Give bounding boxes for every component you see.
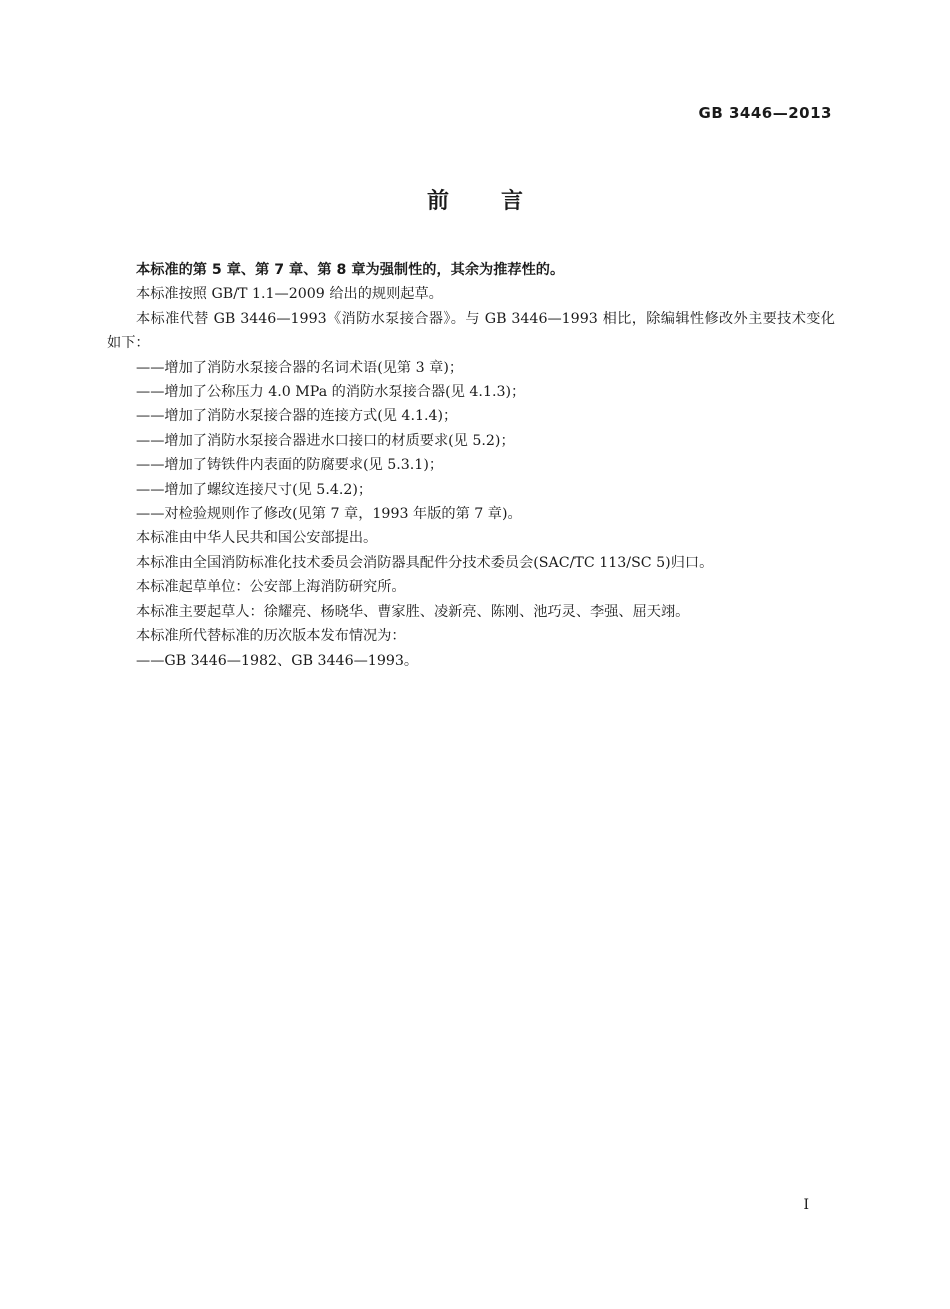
paragraph-mandatory: 本标准的第 5 章、第 7 章、第 8 章为强制性的，其余为推荐性的。	[136, 262, 565, 278]
document-body	[107, 258, 835, 673]
paragraph-drafting-rule: 本标准按照 GB/T 1.1—2009 给出的规则起草。	[136, 286, 443, 303]
standard-number: GB 3446—2013	[698, 104, 832, 122]
change-item: ——增加了铸铁件内表面的防腐要求(见 5.3.1)；	[136, 457, 444, 474]
paragraph-drafters: 本标准主要起草人：徐耀亮、杨晓华、曹家胜、凌新亮、陈刚、池巧灵、李强、屈天翊。	[136, 603, 690, 620]
change-item: ——增加了螺纹连接尺寸(见 5.4.2)；	[136, 481, 373, 498]
paragraph-proposed-by: 本标准由中华人民共和国公安部提出。	[136, 530, 378, 547]
paragraph-drafting-unit: 本标准起草单位：公安部上海消防研究所。	[136, 579, 406, 596]
change-item: ——增加了消防水泵接合器进水口接口的材质要求(见 5.2)；	[136, 432, 515, 449]
paragraph-replaces: 本标准代替 GB 3446—1993《消防水泵接合器》。与 GB 3446—1993 相比，除编辑性修改外主要技术变化如下：	[107, 310, 835, 352]
page-number: I	[803, 1197, 809, 1213]
history-item: ——GB 3446—1982、GB 3446—1993。	[136, 652, 419, 669]
change-item: ——增加了消防水泵接合器的连接方式(见 4.1.4)；	[136, 408, 458, 425]
change-item: ——增加了消防水泵接合器的名词术语(见第 3 章)；	[136, 359, 464, 376]
page-title: 前言	[426, 189, 575, 214]
paragraph-history-intro: 本标准所代替标准的历次版本发布情况为：	[136, 628, 406, 645]
change-item: ——对检验规则作了修改(见第 7 章，1993 年版的第 7 章)。	[136, 506, 522, 523]
paragraph-jurisdiction: 本标准由全国消防标准化技术委员会消防器具配件分技术委员会(SAC/TC 113/SC 5)归口。	[136, 554, 714, 571]
change-item: ——增加了公称压力 4.0 MPa 的消防水泵接合器(见 4.1.3)；	[136, 384, 526, 401]
